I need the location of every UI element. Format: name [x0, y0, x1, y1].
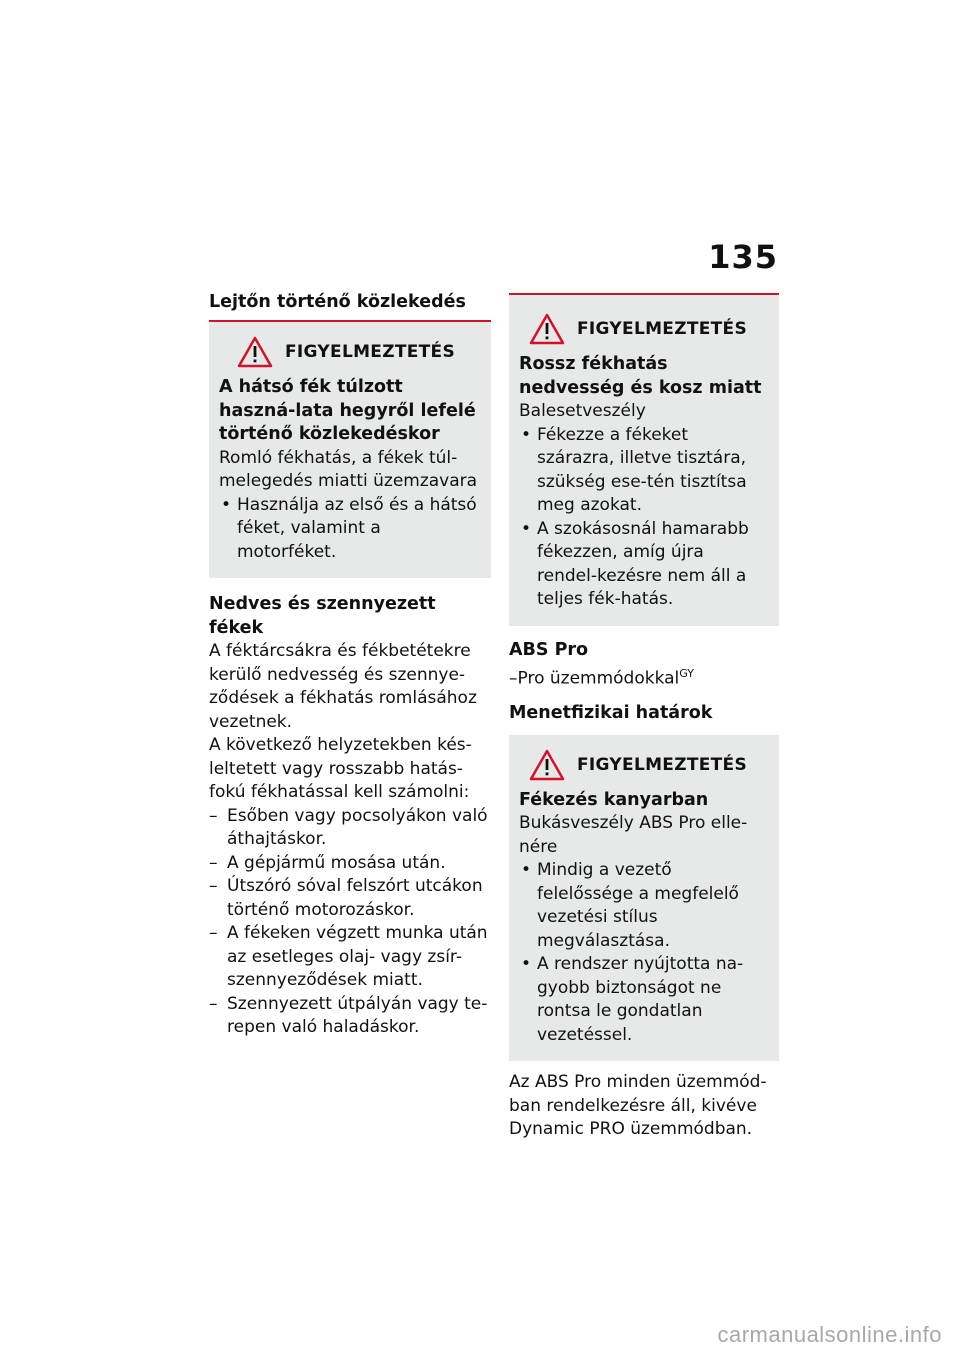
warning-text: Romló fékhatás, a fékek túl-melegedés miatti üzemzavara	[219, 447, 478, 491]
bullet-item: • Mindig a vezető felelőssége a megfelelő vezetési stílus megválasztása.	[519, 859, 769, 953]
warning-box	[509, 295, 779, 626]
page-number: 135	[708, 238, 778, 276]
dash-list	[209, 805, 491, 1040]
warning-text: Bukásveszély ABS Pro elle-nére	[519, 813, 748, 857]
abs-dash-text: Pro üzemmódokkal	[517, 668, 680, 689]
bullet-item: • Fékezze a fékeket szárazra, illetve tisztára, szükség ese-tén tisztítsa meg azokat.	[519, 424, 769, 518]
abs-superscript: GY	[679, 666, 694, 680]
warning-title: Rossz fékhatás nedvesség és kosz miatt	[519, 354, 762, 398]
watermark: carmanualsonline.info	[717, 1322, 942, 1347]
paragraph: A következő helyzetekben kés-leltetett vagy rosszabb hatás-fokú fékhatással kell számolni:	[209, 735, 472, 802]
right-column	[509, 293, 779, 1142]
warning-triangle-icon	[237, 336, 273, 368]
warning-bullets	[519, 859, 769, 1047]
section-title-abs: ABS Pro	[509, 639, 589, 660]
section-title-physics: Menetfizikai határok	[509, 702, 713, 723]
warning-box	[509, 735, 779, 1062]
warning-header	[519, 747, 769, 783]
bullet-item: • A rendszer nyújtotta na-gyobb biztonságot ne rontsa le gondatlan vezetéssel.	[519, 953, 769, 1047]
warning-box	[209, 322, 491, 578]
dash-item: – Útszóró sóval felszórt utcákon történő motorozáskor.	[209, 875, 491, 922]
left-column	[209, 290, 491, 1040]
dash-item: – Esőben vagy pocsolyákon való áthajtáskor.	[209, 805, 491, 852]
warning-bullets	[519, 424, 769, 612]
dash-item: – A gépjármű mosása után.	[209, 852, 491, 876]
warning-header	[219, 334, 481, 370]
warning-header	[519, 311, 769, 347]
dash-item: – A fékeken végzett munka után az esetleges olaj- vagy zsír-szennyeződések miatt.	[209, 922, 491, 993]
warning-label: FIGYELMEZTETÉS	[577, 319, 747, 339]
bullet-item: • Használja az első és a hátsó féket, valamint a motorféket.	[219, 494, 481, 565]
bullet-item: • A szokásosnál hamarabb fékezzen, amíg újra rendel-kezésre nem áll a teljes fék-hatás.	[519, 518, 769, 612]
warning-label: FIGYELMEZTETÉS	[285, 342, 455, 362]
section-title-wet-brakes: Nedves és szennyezett fékek	[209, 594, 436, 638]
dash-item: – Szennyezett útpályán vagy te-repen való haladáskor.	[209, 993, 491, 1040]
warning-bullets	[219, 494, 481, 565]
warning-label: FIGYELMEZTETÉS	[577, 754, 747, 775]
warning-triangle-icon	[529, 749, 565, 781]
warning-text: Balesetveszély	[519, 401, 646, 421]
abs-dash-line: –Pro üzemmódokkal$^{GY}$	[509, 666, 694, 689]
paragraph: A féktárcsákra és fékbetétekre kerülő nedvesség és szennye-ződések a fékhatás romlásához vezetnek.	[209, 641, 477, 732]
warning-title: A hátsó fék túlzott haszná-lata hegyről lefelé történő közlekedéskor	[219, 377, 476, 444]
closing-paragraph: Az ABS Pro minden üzemmód-ban rendelkezésre áll, kivéve Dynamic PRO üzemmódban.	[509, 1072, 767, 1140]
warning-triangle-icon	[529, 313, 565, 345]
section-title-slope: Lejtőn történő közlekedés	[209, 292, 466, 312]
warning-title: Fékezés kanyarban	[519, 789, 709, 810]
